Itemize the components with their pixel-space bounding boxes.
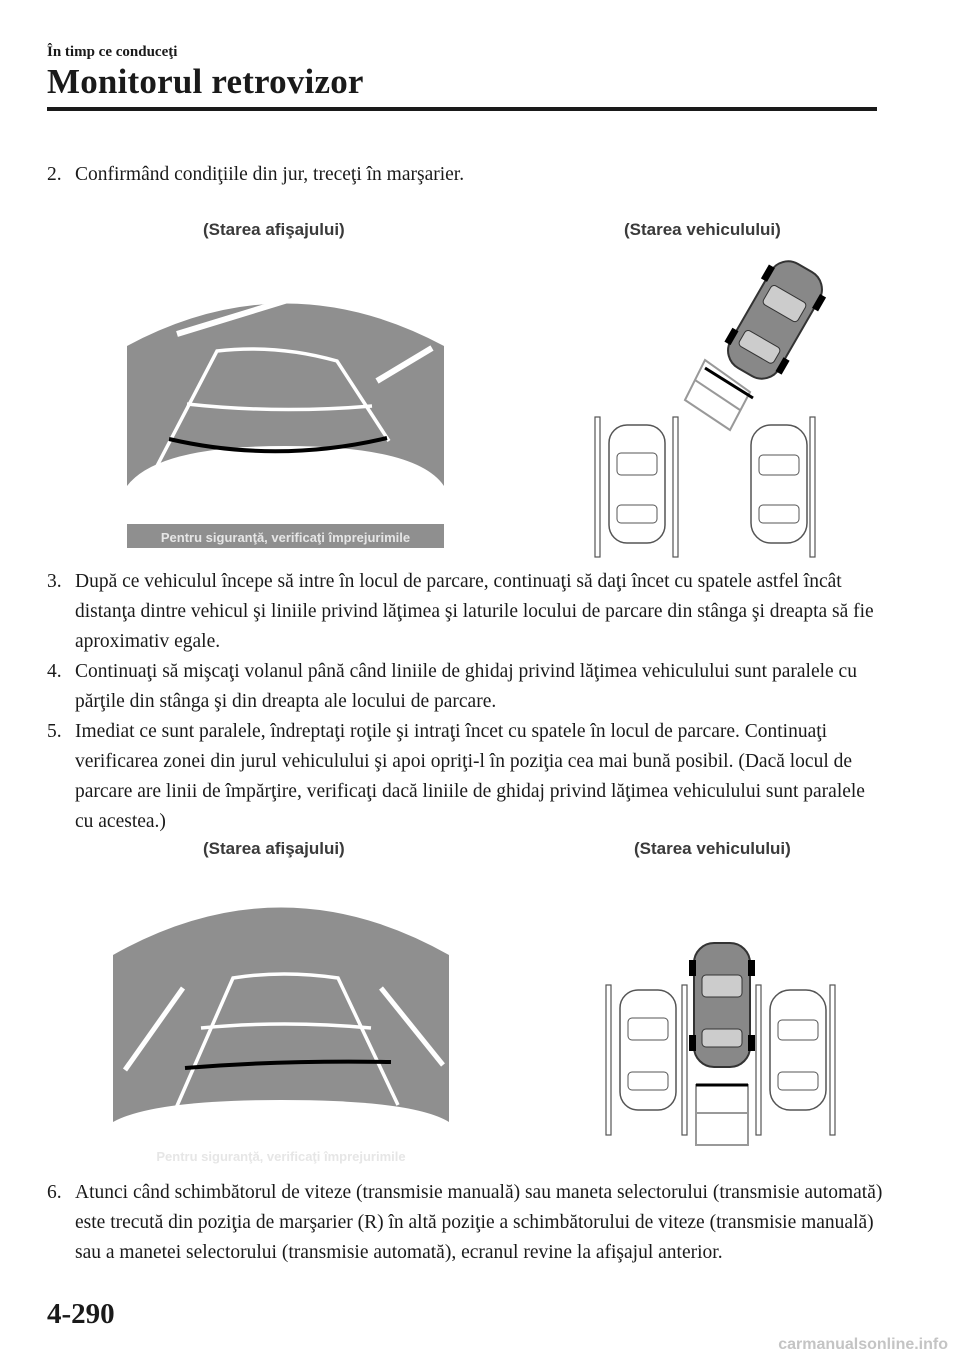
step-text: Continuaţi să mişcaţi volanul până când liniile de ghidaj privind lăţimea vehiculului sunt paralele cu părţile din stânga şi din dreapta ale locului de parcare.	[75, 661, 857, 712]
step-number: 3.	[47, 571, 62, 592]
page-number: 4-290	[47, 1298, 115, 1330]
step-number: 4.	[47, 661, 62, 682]
watermark: carmanualsonline.info	[778, 1336, 948, 1353]
step-text: Imediat ce sunt paralele, îndreptaţi roţile şi intraţi încet cu spatele în locul de parcare. Continuaţi verificarea zonei din jurul vehiculului şi apoi opriţi-l în poziţia cea mai bună posibil. (Dacă locul de parcare are linii de împărţire, verificaţi dacă liniile de ghidaj privind lăţimea vehiculului sunt paralele cu acestea.)	[75, 721, 865, 832]
step-6	[47, 1178, 887, 1268]
step-number: 2.	[47, 164, 62, 185]
parked-car-left	[620, 990, 676, 1110]
monitor-safety-message: Pentru siguranţă, verificaţi împrejurimile	[156, 1149, 406, 1164]
parked-car-right	[770, 990, 826, 1110]
rear-monitor-display	[113, 890, 449, 1167]
title-divider	[47, 107, 877, 111]
step-number: 5.	[47, 721, 62, 742]
rear-monitor-display	[127, 286, 444, 548]
step-number: 6.	[47, 1182, 62, 1203]
vehicle-state-caption: (Starea vehiculului)	[624, 220, 781, 239]
parked-car-right	[751, 425, 807, 543]
section-kicker: În timp ce conduceţi	[47, 44, 178, 60]
monitor-safety-message: Pentru siguranţă, verificaţi împrejurimile	[160, 530, 411, 545]
vehicle-state-diagram	[598, 935, 848, 1155]
reversing-car	[716, 260, 833, 388]
monitor-view-graphic	[113, 890, 449, 1167]
display-state-caption: (Starea afişajului)	[203, 839, 345, 858]
step-3	[47, 567, 887, 657]
page-title: Monitorul retrovizor	[47, 62, 364, 101]
parked-car-left	[609, 425, 665, 543]
display-state-caption: (Starea afişajului)	[203, 220, 345, 239]
step-2	[47, 160, 887, 190]
vehicle-state-diagram	[585, 260, 840, 560]
vehicle-state-caption: (Starea vehiculului)	[634, 839, 791, 858]
step-4	[47, 657, 887, 717]
step-text: După ce vehiculul începe să intre în locul de parcare, continuaţi să daţi încet cu spatele astfel încât distanţa dintre vehicul şi liniile privind lăţimea şi laturile locului de parcare din stânga şi dreapta să fie aproximativ egale.	[75, 571, 874, 652]
step-text: Atunci când schimbătorul de viteze (transmisie manuală) sau maneta selectorului (transmisie automată) este trecută din poziţia de marşarier (R) în altă poziţie a schimbătorului de viteze (transmisie manuală) sau a manetei selectorului (transmisie automată), ecranul revine la afişajul anterior.	[75, 1182, 883, 1263]
monitor-view-graphic	[127, 286, 444, 548]
reversing-car	[689, 943, 755, 1067]
step-text: Confirmând condiţiile din jur, treceţi în marşarier.	[75, 164, 465, 185]
step-5	[47, 717, 887, 837]
